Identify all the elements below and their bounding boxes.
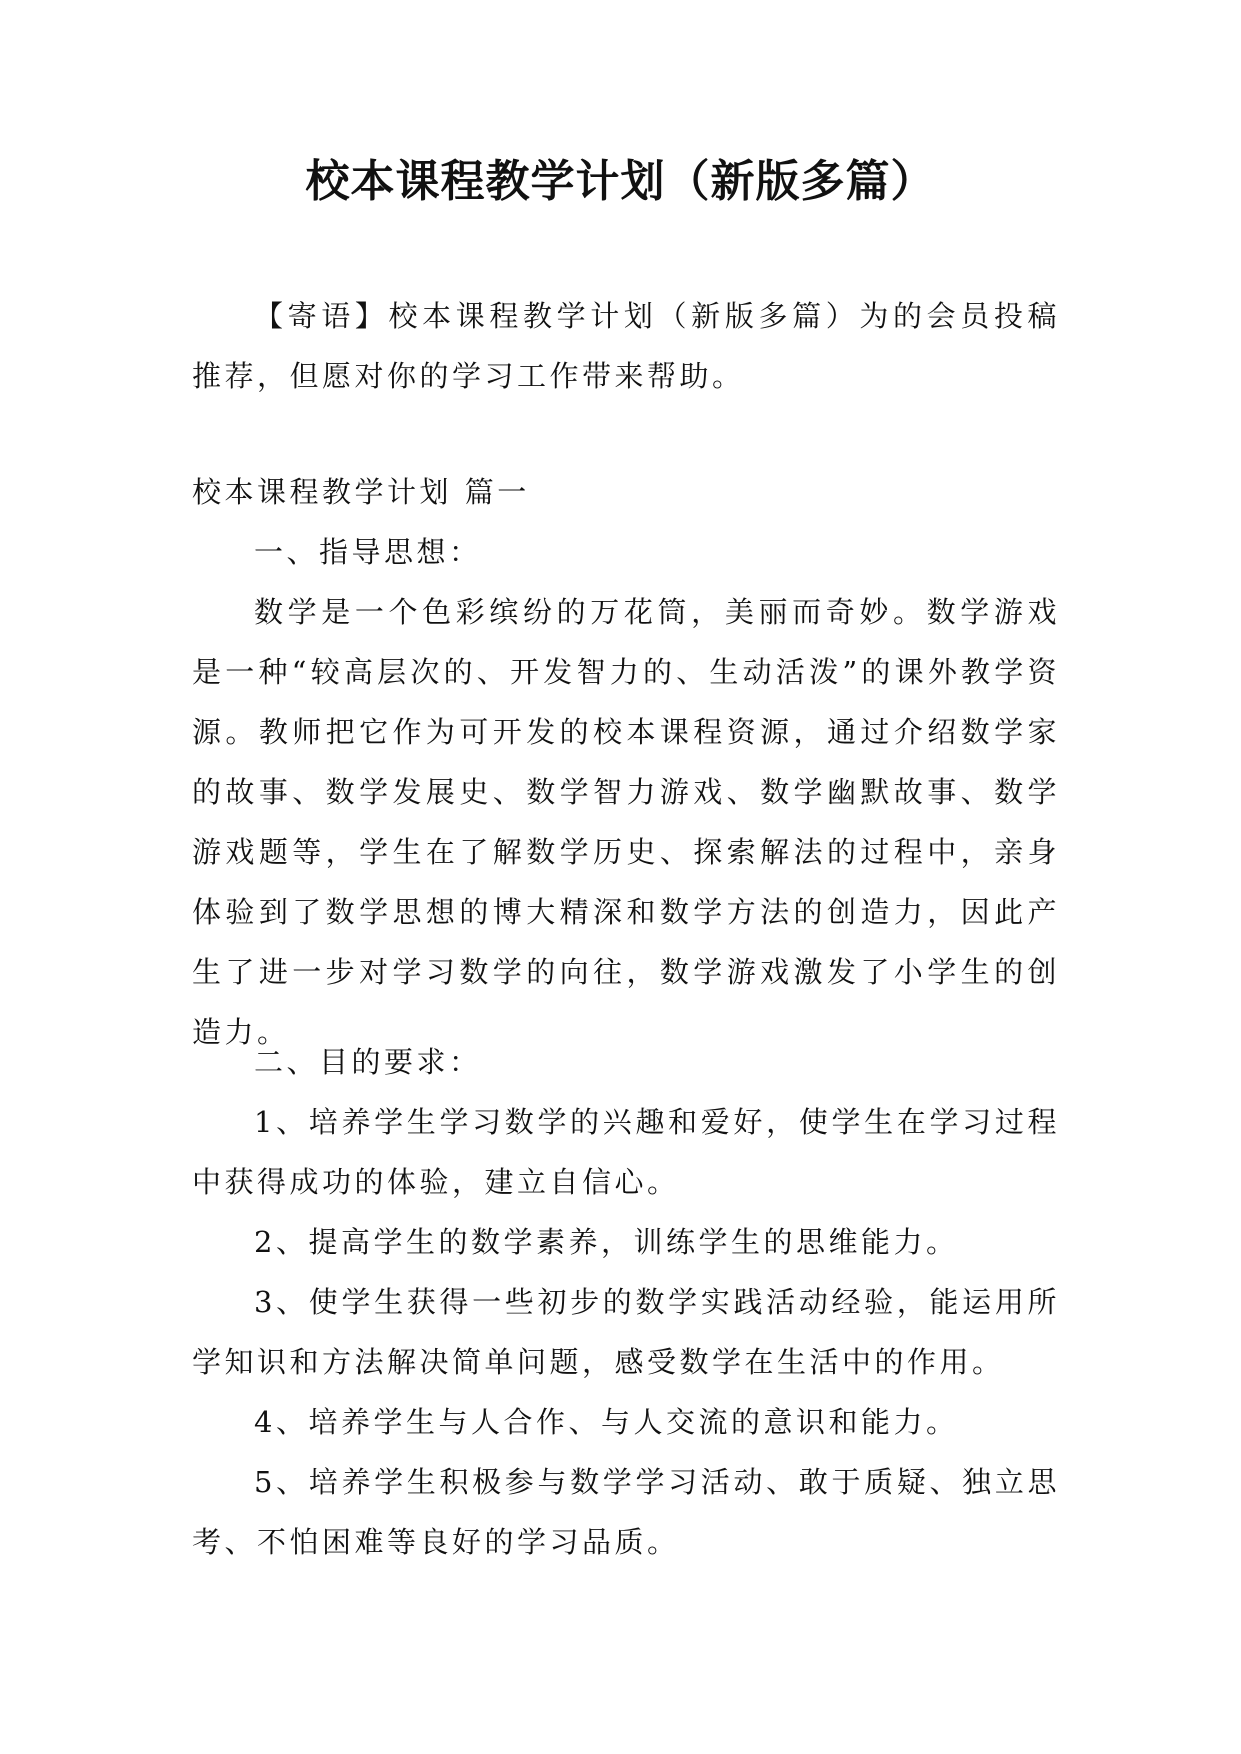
document-title: 校本课程教学计划（新版多篇）	[305, 156, 936, 207]
guiding-thought-paragraph: 数学是一个色彩缤纷的万花筒，美丽而奇妙。数学游戏是一种“较高层次的、开发智力的、生动活泼”的课外教学资源。教师把它作为可开发的校本课程资源，通过介绍数学家的故事、数学发展史、数学智力游戏、数学幽默故事、数学游戏题等，学生在了解数学历史、探索解法的过程中，亲身体验到了数学思想的博大精深和数学方法的创造力，因此产生了进一步对学习数学的向往，数学游戏激发了小学生的创造力。	[192, 595, 1060, 1049]
goal-item-1: 1、培养学生学习数学的兴趣和爱好，使学生在学习过程中获得成功的体验，建立自信心。	[192, 1105, 1060, 1199]
goal-item-5: 5、培养学生积极参与数学学习活动、敢于质疑、独立思考、不怕困难等良好的学习品质。	[192, 1465, 1060, 1559]
section-heading: 校本课程教学计划 篇一	[192, 475, 530, 509]
intro-paragraph: 【寄语】校本课程教学计划（新版多篇）为的会员投稿推荐，但愿对你的学习工作带来帮助。	[192, 299, 1060, 393]
goal-item-3: 3、使学生获得一些初步的数学实践活动经验，能运用所学知识和方法解决简单问题，感受数学在生活中的作用。	[192, 1285, 1060, 1379]
guiding-thought-heading: 一、指导思想：	[254, 535, 482, 569]
goal-item-2: 2、提高学生的数学素养，训练学生的思维能力。	[254, 1225, 959, 1259]
goal-item-4: 4、培养学生与人合作、与人交流的意识和能力。	[254, 1405, 959, 1439]
goals-heading: 二、目的要求：	[254, 1045, 482, 1079]
